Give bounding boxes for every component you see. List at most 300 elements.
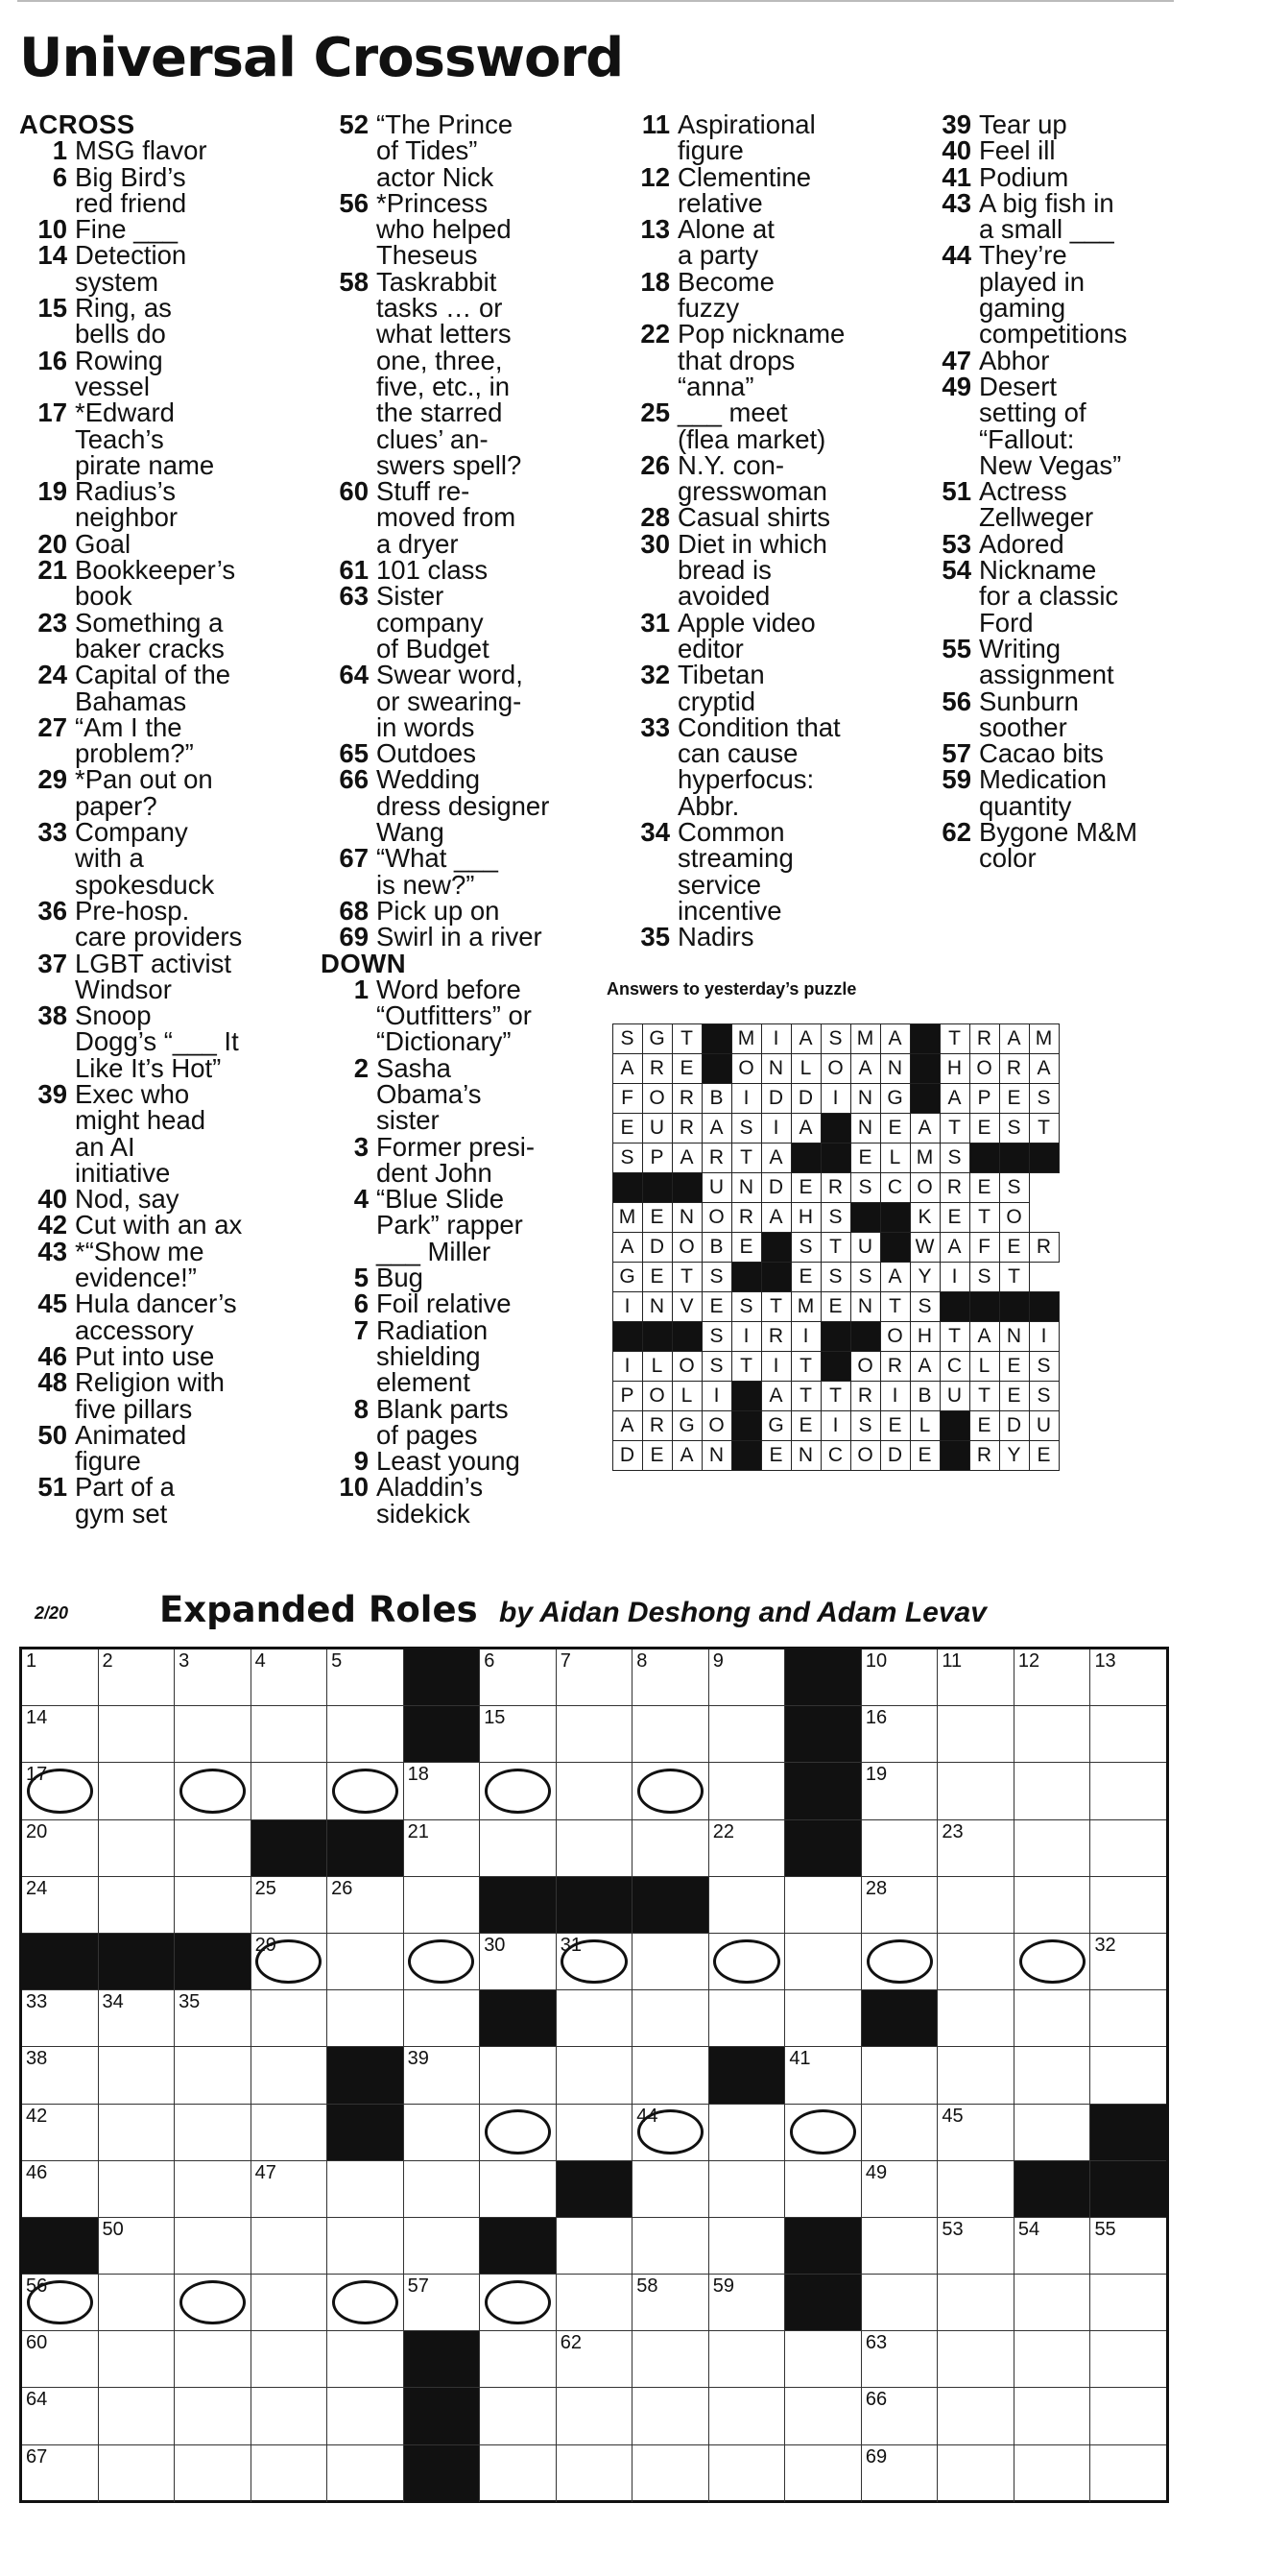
clue-number: 50 <box>37 1419 67 1450</box>
answer-black-square <box>1029 1143 1060 1173</box>
grid-cell[interactable] <box>785 2445 862 2502</box>
grid-cell[interactable] <box>99 2388 176 2444</box>
answer-cell: L <box>969 1351 1000 1382</box>
grid-cell[interactable] <box>22 1877 99 1934</box>
cell-number: 62 <box>560 2332 582 2354</box>
grid-cell[interactable] <box>327 1706 404 1763</box>
grid-cell[interactable] <box>175 2105 251 2161</box>
clue <box>923 819 1182 872</box>
grid-cell[interactable] <box>632 2218 709 2275</box>
grid-cell[interactable] <box>1014 2445 1091 2502</box>
grid-cell[interactable] <box>785 2331 862 2388</box>
answer-cell: O <box>880 1321 911 1352</box>
grid-cell[interactable] <box>480 2388 557 2444</box>
black-square <box>99 1934 176 1990</box>
grid-cell[interactable] <box>327 2161 404 2218</box>
clue-number: 20 <box>37 528 67 559</box>
answer-cell: K <box>910 1202 941 1233</box>
grid-cell[interactable] <box>99 1877 176 1934</box>
cell-number: 18 <box>407 1764 429 1786</box>
clue-line: Nod, say <box>75 1184 179 1215</box>
clue-line: Medication <box>979 764 1107 795</box>
clue-line: swers spell? <box>376 449 522 480</box>
grid-cell[interactable] <box>709 2218 786 2275</box>
cell-number: 63 <box>865 2332 888 2354</box>
clue-text <box>979 688 1182 741</box>
clue-number: 41 <box>942 161 971 192</box>
grid-cell[interactable] <box>99 1990 176 2047</box>
clue-line: Sunburn <box>979 686 1079 716</box>
clue-text <box>376 1314 609 1398</box>
clue <box>321 1263 609 1293</box>
grid-cell[interactable] <box>785 2105 862 2161</box>
grid-cell[interactable] <box>1014 2388 1091 2444</box>
grid-row <box>22 1763 1166 1819</box>
answer-cell: I <box>761 1351 792 1382</box>
answer-black-square <box>731 1440 762 1471</box>
grid-cell[interactable] <box>862 2047 939 2104</box>
grid-cell[interactable] <box>251 2445 328 2502</box>
grid-cell[interactable] <box>557 1649 633 1706</box>
clue-number: 22 <box>640 319 670 349</box>
clue-line: assignment <box>979 660 1114 690</box>
grid-cell[interactable] <box>709 1934 786 1990</box>
clue-line: service <box>678 869 762 900</box>
grid-cell[interactable] <box>22 1763 99 1819</box>
grid-cell[interactable] <box>557 1934 633 1990</box>
grid-cell[interactable] <box>327 1763 404 1819</box>
grid-cell[interactable] <box>99 1706 176 1763</box>
clue-text <box>979 111 1182 137</box>
grid-cell[interactable] <box>251 1877 328 1934</box>
clue-line: an AI <box>75 1131 135 1162</box>
grid-cell[interactable] <box>938 2105 1014 2161</box>
grid-cell[interactable] <box>1014 1990 1091 2047</box>
grid-cell[interactable] <box>632 1706 709 1763</box>
grid-cell[interactable] <box>480 1820 557 1877</box>
grid-cell[interactable] <box>175 1706 251 1763</box>
grid-cell[interactable] <box>938 2161 1014 2218</box>
grid-cell[interactable] <box>175 2331 251 2388</box>
grid-cell[interactable] <box>632 2388 709 2444</box>
grid-cell[interactable] <box>1090 2331 1166 2388</box>
grid-cell[interactable] <box>938 1820 1014 1877</box>
clue-line: figure <box>678 135 744 166</box>
grid-cell[interactable] <box>480 1706 557 1763</box>
grid-cell[interactable] <box>251 2161 328 2218</box>
grid-cell[interactable] <box>1090 1706 1166 1763</box>
grid-cell[interactable] <box>99 2275 176 2331</box>
grid-cell[interactable] <box>175 1649 251 1706</box>
clue-line: Obama’s <box>376 1078 482 1109</box>
grid-cell[interactable] <box>251 2275 328 2331</box>
grid-cell[interactable] <box>404 1820 481 1877</box>
clue <box>622 216 910 269</box>
grid-cell[interactable] <box>327 1990 404 2047</box>
grid-cell[interactable] <box>632 2047 709 2104</box>
cell-number: 34 <box>102 1991 124 2013</box>
answer-cell: N <box>642 1291 673 1322</box>
answer-cell: M <box>910 1143 941 1173</box>
grid-cell[interactable] <box>327 2388 404 2444</box>
grid-cell[interactable] <box>938 2388 1014 2444</box>
clue <box>19 1078 307 1188</box>
grid-cell[interactable] <box>557 2275 633 2331</box>
answer-cell: T <box>731 1351 762 1382</box>
grid-cell[interactable] <box>1014 1877 1091 1934</box>
grid-cell[interactable] <box>480 2161 557 2218</box>
grid-cell[interactable] <box>1090 1990 1166 2047</box>
answer-black-square <box>850 1321 881 1352</box>
grid-cell[interactable] <box>938 2445 1014 2502</box>
grid-cell[interactable] <box>938 2047 1014 2104</box>
clue <box>19 662 307 714</box>
answer-cell: E <box>850 1143 881 1173</box>
clue-text <box>75 161 307 218</box>
grid-cell[interactable] <box>632 2161 709 2218</box>
grid-cell[interactable] <box>251 1763 328 1819</box>
grid-cell[interactable] <box>327 2218 404 2275</box>
grid-cell[interactable] <box>862 2161 939 2218</box>
grid-cell[interactable] <box>709 1649 786 1706</box>
answer-cell: H <box>910 1321 941 1352</box>
grid-cell[interactable] <box>251 2047 328 2104</box>
grid-cell[interactable] <box>557 2218 633 2275</box>
clue-line: played in <box>979 266 1086 297</box>
grid-cell[interactable] <box>785 2047 862 2104</box>
grid-cell[interactable] <box>1090 1877 1166 1934</box>
grid-cell[interactable] <box>785 2161 862 2218</box>
grid-cell[interactable] <box>938 2218 1014 2275</box>
clue <box>923 688 1182 741</box>
grid-cell[interactable] <box>709 2331 786 2388</box>
answer-black-square <box>821 1143 851 1173</box>
clue-text <box>678 607 910 663</box>
clue-line: Alone at <box>678 214 775 245</box>
grid-cell[interactable] <box>709 2388 786 2444</box>
grid-cell[interactable] <box>938 1877 1014 1934</box>
grid-cell[interactable] <box>1014 2218 1091 2275</box>
grid-cell[interactable] <box>709 1706 786 1763</box>
grid-cell[interactable] <box>709 1877 786 1934</box>
grid-cell[interactable] <box>175 1763 251 1819</box>
cell-number: 28 <box>865 1877 888 1899</box>
clue <box>19 1419 307 1477</box>
grid-cell[interactable] <box>404 1763 481 1819</box>
clue-line: Least young <box>376 1446 520 1477</box>
black-square <box>327 1820 404 1877</box>
grid-cell[interactable] <box>175 2218 251 2275</box>
grid-cell[interactable] <box>251 1706 328 1763</box>
grid-cell[interactable] <box>404 2105 481 2161</box>
top-rule <box>17 0 1174 2</box>
grid-cell[interactable] <box>99 1763 176 1819</box>
grid-cell[interactable] <box>632 1990 709 2047</box>
answer-cell: R <box>821 1172 851 1203</box>
grid-cell[interactable] <box>22 2331 99 2388</box>
grid-cell[interactable] <box>99 2047 176 2104</box>
grid-cell[interactable] <box>480 2105 557 2161</box>
clue-line: Park” rapper <box>376 1210 523 1240</box>
clue <box>321 1186 609 1264</box>
grid-cell[interactable] <box>175 2388 251 2444</box>
grid-cell[interactable] <box>785 2388 862 2444</box>
grid-cell[interactable] <box>938 1649 1014 1706</box>
circle-marker <box>179 2280 246 2325</box>
grid-cell[interactable] <box>1090 1763 1166 1819</box>
grid-cell[interactable] <box>862 2445 939 2502</box>
clue-line: Cacao bits <box>979 738 1104 769</box>
clue-number: 60 <box>339 476 369 507</box>
grid-cell[interactable] <box>632 1934 709 1990</box>
clue-text <box>75 345 307 401</box>
grid-cell[interactable] <box>22 2275 99 2331</box>
grid-cell[interactable] <box>1090 2388 1166 2444</box>
answer-black-square <box>702 1053 732 1084</box>
grid-cell[interactable] <box>99 1820 176 1877</box>
grid-cell[interactable] <box>404 2275 481 2331</box>
clue <box>321 662 609 740</box>
cell-number: 4 <box>254 1650 266 1672</box>
grid-cell[interactable] <box>175 1820 251 1877</box>
grid-cell[interactable] <box>557 2388 633 2444</box>
grid-cell[interactable] <box>938 1934 1014 1990</box>
grid-cell[interactable] <box>1014 2331 1091 2388</box>
cell-number: 21 <box>407 1820 429 1842</box>
grid-cell[interactable] <box>632 2331 709 2388</box>
answer-cell: P <box>969 1083 1000 1114</box>
grid-cell[interactable] <box>480 2275 557 2331</box>
grid-cell[interactable] <box>785 1990 862 2047</box>
grid-cell[interactable] <box>175 2161 251 2218</box>
grid-cell[interactable] <box>327 1934 404 1990</box>
clue-line: relative <box>678 187 763 218</box>
clue <box>923 766 1182 819</box>
answer-cell: R <box>850 1381 881 1411</box>
black-square <box>785 2275 862 2331</box>
black-square <box>1090 2105 1166 2161</box>
grid-cell[interactable] <box>251 1934 328 1990</box>
grid-cell[interactable] <box>327 1877 404 1934</box>
grid-cell[interactable] <box>1090 1820 1166 1877</box>
grid-cell[interactable] <box>709 2161 786 2218</box>
grid-cell[interactable] <box>1014 1706 1091 1763</box>
grid-cell[interactable] <box>99 2105 176 2161</box>
answer-cell: R <box>880 1351 911 1382</box>
clue <box>923 242 1182 347</box>
grid-cell[interactable] <box>862 1706 939 1763</box>
grid-cell[interactable] <box>175 2445 251 2502</box>
grid-cell[interactable] <box>99 2331 176 2388</box>
grid-cell[interactable] <box>480 1763 557 1819</box>
grid-cell[interactable] <box>709 2445 786 2502</box>
grid-cell[interactable] <box>1014 1763 1091 1819</box>
grid-cell[interactable] <box>1090 2047 1166 2104</box>
grid-cell[interactable] <box>327 1649 404 1706</box>
grid-cell[interactable] <box>22 2388 99 2444</box>
grid-cell[interactable] <box>175 1877 251 1934</box>
answer-cell: E <box>880 1410 911 1441</box>
grid-cell[interactable] <box>709 1820 786 1877</box>
grid-cell[interactable] <box>99 2161 176 2218</box>
grid-cell[interactable] <box>938 1763 1014 1819</box>
grid-cell[interactable] <box>327 2331 404 2388</box>
grid-cell[interactable] <box>22 1990 99 2047</box>
grid-cell[interactable] <box>22 2105 99 2161</box>
grid-cell[interactable] <box>1014 1649 1091 1706</box>
grid-cell[interactable] <box>1014 2047 1091 2104</box>
clue-number: 32 <box>640 660 670 690</box>
answer-cell: R <box>642 1053 673 1084</box>
grid-cell[interactable] <box>327 2275 404 2331</box>
grid-row <box>22 1934 1166 1990</box>
clue-line: bread is <box>678 555 772 586</box>
clue-number: 58 <box>339 266 369 297</box>
grid-cell[interactable] <box>862 2105 939 2161</box>
grid-cell[interactable] <box>1090 2275 1166 2331</box>
grid-cell[interactable] <box>480 2445 557 2502</box>
answer-cell: D <box>880 1440 911 1471</box>
grid-cell[interactable] <box>862 1649 939 1706</box>
clue <box>321 187 609 271</box>
grid-cell[interactable] <box>862 2218 939 2275</box>
grid-cell[interactable] <box>938 2275 1014 2331</box>
clue-line: Sasha <box>376 1052 451 1083</box>
grid-cell[interactable] <box>632 2275 709 2331</box>
clue-line: Religion with <box>75 1367 225 1398</box>
cell-number: 66 <box>865 2389 888 2411</box>
grid-cell[interactable] <box>938 2331 1014 2388</box>
grid-cell[interactable] <box>404 2218 481 2275</box>
grid-cell[interactable] <box>251 2388 328 2444</box>
grid-cell[interactable] <box>632 1649 709 1706</box>
grid-cell[interactable] <box>1090 2218 1166 2275</box>
answer-cell: L <box>642 1351 673 1382</box>
grid-cell[interactable] <box>1090 1934 1166 1990</box>
clue-number: 36 <box>37 895 67 926</box>
grid-cell[interactable] <box>862 2331 939 2388</box>
grid-cell[interactable] <box>99 2218 176 2275</box>
grid-cell[interactable] <box>22 1820 99 1877</box>
grid-cell[interactable] <box>632 1820 709 1877</box>
clue <box>19 711 307 769</box>
grid-cell[interactable] <box>251 2218 328 2275</box>
clue-number: 8 <box>353 1393 369 1424</box>
clue-number: 1 <box>353 974 369 1004</box>
grid-cell[interactable] <box>404 2047 481 2104</box>
clue-text <box>678 924 910 950</box>
clue-line: “Am I the <box>75 711 182 742</box>
grid-cell[interactable] <box>175 1990 251 2047</box>
grid-cell[interactable] <box>709 1990 786 2047</box>
cell-number: 1 <box>26 1650 37 1672</box>
clue-line: incentive <box>678 895 782 926</box>
grid-cell[interactable] <box>862 1877 939 1934</box>
grid-cell[interactable] <box>557 1763 633 1819</box>
grid-cell[interactable] <box>175 2047 251 2104</box>
answer-cell: A <box>672 1440 703 1471</box>
grid-cell[interactable] <box>557 1990 633 2047</box>
clue-line: Hula dancer’s <box>75 1288 237 1319</box>
grid-cell[interactable] <box>251 1649 328 1706</box>
grid-cell[interactable] <box>327 2445 404 2502</box>
grid-cell[interactable] <box>557 1820 633 1877</box>
grid-cell[interactable] <box>1090 1649 1166 1706</box>
answer-cell: E <box>910 1440 941 1471</box>
grid-cell[interactable] <box>862 2388 939 2444</box>
grid-cell[interactable] <box>22 2445 99 2502</box>
grid-cell[interactable] <box>709 2275 786 2331</box>
grid-cell[interactable] <box>862 1820 939 1877</box>
grid-cell[interactable] <box>251 1990 328 2047</box>
clue-text <box>75 1236 307 1293</box>
grid-cell[interactable] <box>480 2331 557 2388</box>
grid-cell[interactable] <box>862 1763 939 1819</box>
clue <box>321 1052 609 1136</box>
grid-cell[interactable] <box>22 2047 99 2104</box>
grid-cell[interactable] <box>175 2275 251 2331</box>
grid-cell[interactable] <box>557 2047 633 2104</box>
grid-cell[interactable] <box>632 1763 709 1819</box>
clue-line: Nickname <box>979 555 1097 586</box>
grid-cell[interactable] <box>632 2105 709 2161</box>
clue-column-3 <box>622 111 910 951</box>
grid-cell[interactable] <box>1014 2275 1091 2331</box>
grid-cell[interactable] <box>557 2445 633 2502</box>
grid-cell[interactable] <box>785 1934 862 1990</box>
grid-cell[interactable] <box>99 2445 176 2502</box>
cell-number: 67 <box>26 2445 48 2468</box>
grid-cell[interactable] <box>1014 2105 1091 2161</box>
grid-cell[interactable] <box>1090 2445 1166 2502</box>
answer-cell: E <box>702 1291 732 1322</box>
grid-cell[interactable] <box>251 2331 328 2388</box>
grid-cell[interactable] <box>404 2161 481 2218</box>
grid-cell[interactable] <box>938 1706 1014 1763</box>
answer-cell: M <box>791 1291 822 1322</box>
clue <box>321 976 609 1055</box>
grid-cell[interactable] <box>785 1877 862 1934</box>
grid-cell[interactable] <box>557 2105 633 2161</box>
grid-cell[interactable] <box>99 1649 176 1706</box>
grid-cell[interactable] <box>709 1763 786 1819</box>
grid-cell[interactable] <box>938 1990 1014 2047</box>
answer-black-square <box>642 1172 673 1203</box>
grid-cell[interactable] <box>22 1706 99 1763</box>
clue-text <box>75 242 307 295</box>
grid-cell[interactable] <box>862 1934 939 1990</box>
grid-cell[interactable] <box>1014 1934 1091 1990</box>
grid-cell[interactable] <box>22 1649 99 1706</box>
grid-cell[interactable] <box>557 2331 633 2388</box>
grid-cell[interactable] <box>404 1934 481 1990</box>
grid-cell[interactable] <box>862 2275 939 2331</box>
grid-cell[interactable] <box>404 1990 481 2047</box>
grid-cell[interactable] <box>480 2047 557 2104</box>
grid-cell[interactable] <box>251 2105 328 2161</box>
grid-cell[interactable] <box>709 2105 786 2161</box>
grid-cell[interactable] <box>404 1877 481 1934</box>
cell-number: 47 <box>254 2161 276 2183</box>
clue-number: 47 <box>942 345 971 375</box>
clue-number: 25 <box>640 397 670 428</box>
grid-cell[interactable] <box>480 1934 557 1990</box>
grid-cell[interactable] <box>557 1706 633 1763</box>
grid-cell[interactable] <box>480 1649 557 1706</box>
grid-cell[interactable] <box>1014 1820 1091 1877</box>
grid-cell[interactable] <box>22 2161 99 2218</box>
grid-cell[interactable] <box>632 2445 709 2502</box>
